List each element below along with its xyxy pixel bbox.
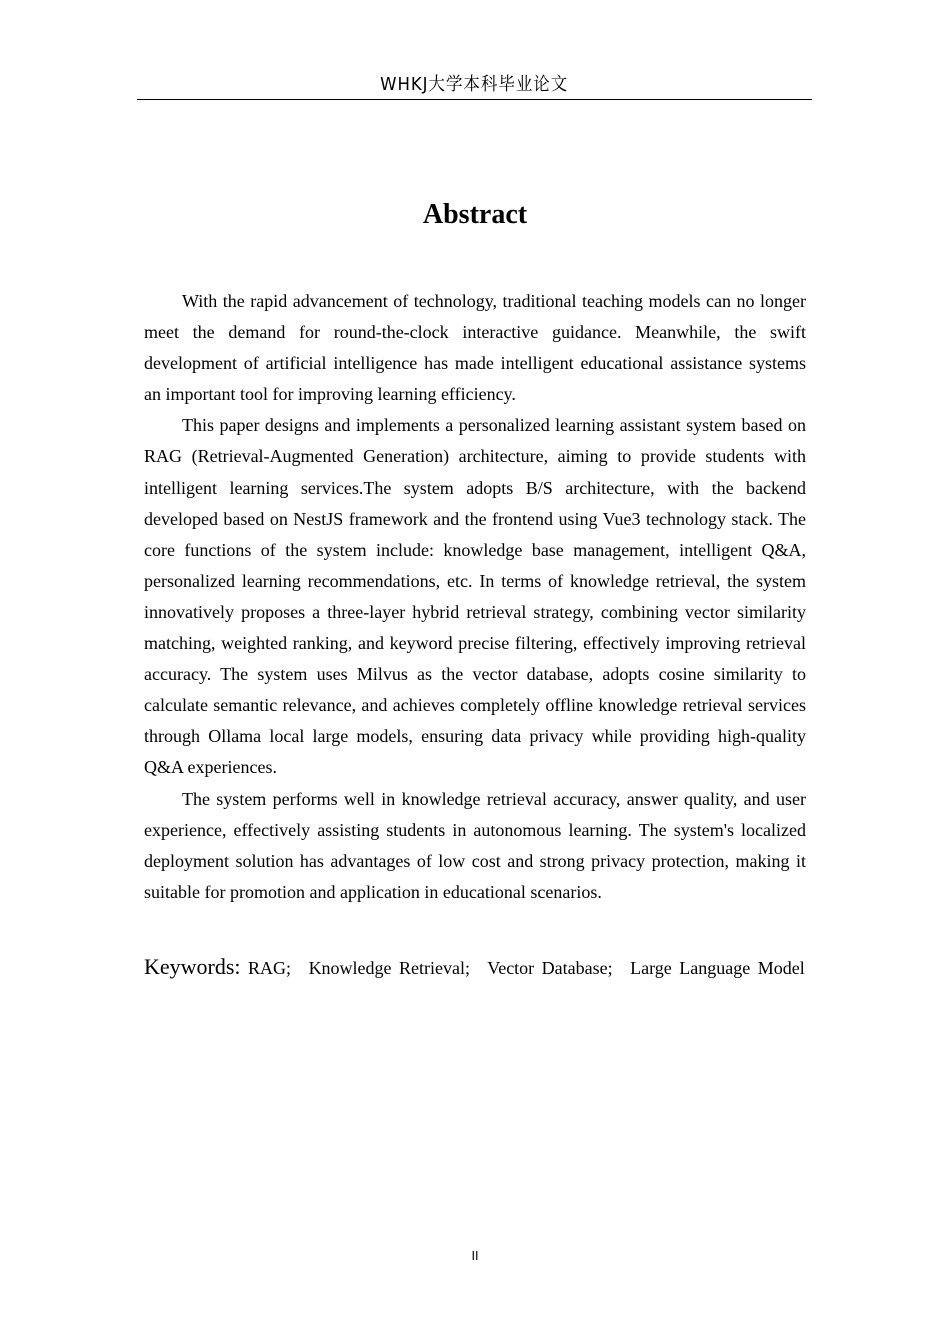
keyword-item: Knowledge Retrieval; xyxy=(308,958,471,978)
page-title: Abstract xyxy=(422,199,528,230)
page-header xyxy=(137,72,812,100)
header-text: WHKJ大学本科毕业论文 xyxy=(380,74,569,95)
keywords-section xyxy=(144,946,806,989)
keyword-item: RAG; xyxy=(248,958,292,978)
keyword-item: Vector Database; xyxy=(487,958,613,978)
abstract-paragraph-1: With the rapid advancement of technology, traditional teaching models can no longer meet the demand for round-the-clock interactive guidance. Meanwhile, the swift development of artificial intelligence has made intelligent educational assistance systems an important tool for improving learning efficiency. xyxy=(144,291,806,405)
abstract-body xyxy=(144,286,806,908)
keyword-item: Large Language Model xyxy=(630,958,805,978)
keywords-label: Keywords: xyxy=(144,954,241,979)
abstract-paragraph-2: This paper designs and implements a personalized learning assistant system based on RAG (Retrieval-Augmented Generation) architecture, aiming to provide students with intelligent learning services.The system adopts B/S architecture, with the backend developed based on NestJS framework and the frontend using Vue3 technology stack. The core functions of the system include: knowledge base management, intelligent Q&A, personalized learning recommendations, etc. In terms of knowledge retrieval, the system innovatively proposes a three-layer hybrid retrieval strategy, combining vector similarity matching, weighted ranking, and keyword precise filtering, effectively improving retrieval accuracy. The system uses Milvus as the vector database, adopts cosine similarity to calculate semantic relevance, and achieves completely offline knowledge retrieval services through Ollama local large models, ensuring data privacy while providing high-quality Q&A experiences. xyxy=(144,415,806,778)
abstract-paragraph-3: The system performs well in knowledge retrieval accuracy, answer quality, and user experience, effectively assisting students in autonomous learning. The system's localized deployment solution has advantages of low cost and strong privacy protection, making it suitable for promotion and application in educational scenarios. xyxy=(144,788,806,902)
page-number: II xyxy=(471,1249,479,1263)
